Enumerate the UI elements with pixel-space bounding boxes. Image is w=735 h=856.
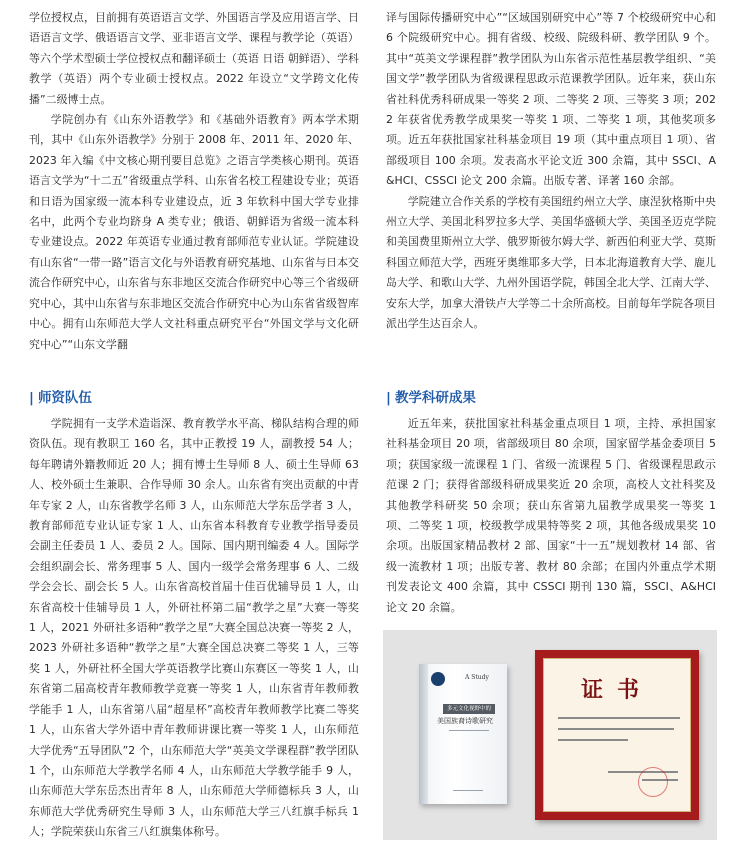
certificate-paper	[543, 658, 691, 812]
heading-bar-icon: |	[386, 390, 391, 406]
right-intro	[386, 8, 716, 335]
left-intro	[29, 8, 359, 355]
faculty-section	[29, 414, 359, 843]
left-intro-paragraph-2: 学院创办有《山东外语教学》和《基础外语教育》两本学术期刊，其中《山东外语教学》分别于 2008 年、2011 年、2020 年、2023 年入编《中文核心期刊要目总览》之语言学类核心期刊。英语语言文学为“十二五”省级重点学科、山东省名校工程建设专业；英语和日语为国家级一流本科专业建设点，近 3 年软科中国大学专业排名中，此两个专业均跻身 A 类专业；俄语、朝鲜语为省级一流本科专业建设点。2022 年英语专业通过教育部师范专业认证。学院建设有山东省“一带一路”语言文化与外语教育研究基地、山东省与日本交流合作研究中心，山东省与东非地区交流合作研究中心等三个省级研究中心，其中山东省与东非地区交流合作研究中心为山东省省级智库中心。拥有山东师范大学人文社科重点研究平台“外国文学与文化研究中心”“山东文学翻	[29, 113, 359, 351]
left-intro-paragraph-1: 学位授权点，目前拥有英语语言文学、外国语言学及应用语言学、日语语言文学、俄语语言文学、亚非语言文学、课程与教学论（英语）等六个学术型硕士学位授权点和翻译硕士（英语 日语 朝鲜语）、学科教学（英语）两个专业硕士授权点。2022 年设立“文学跨文化传播”二级博士点。	[29, 11, 359, 106]
right-intro-paragraph-2: 学院建立合作关系的学校有美国纽约州立大学、康涅狄格斯中央州立大学、美国北科罗拉多大学、美国华盛顿大学、美国圣迈克学院和美国费里斯州立大学、俄罗斯彼尔姆大学、新西伯利亚大学、莫斯科国立师范大学，西班牙奥维耶多大学，日本北海道教育大学、鹿儿岛大学、和歌山大学、九州外国语学院，韩国全北大学、江南大学、安东大学，加拿大滑铁卢大学等二十余所高校。目前每年学院各项目派出学生达百余人。	[386, 194, 716, 331]
book-spine	[419, 664, 428, 804]
book-emblem-icon	[431, 672, 445, 686]
certificate-image	[535, 650, 699, 820]
photo-panel	[383, 630, 717, 840]
book-publisher-rule	[453, 790, 483, 791]
research-heading	[386, 389, 476, 407]
research-paragraph: 近五年来，获批国家社科基金重点项目 1 项，主持、承担国家社科基金项目 20 项，省部级项目 80 余项，国家留学基金委项目 5 项；获国家级一流课程 1 门、省级一流课程 5 门、省级课程思政示范课 2 门；获得省部级科研成果奖近 20 余项，高校人文社科奖及其他教学科研奖 50 余项；获山东省第九届教学成果奖一等奖 1 项、二等奖 1 项，校级教学成果特等奖 2 项，其他各级成果奖 10 余项。出版国家精品教材 2 部、国家“十一五”规划教材 14 部、省级一流教材 1 项；出版专著、教材 80 余部；在国内外重点学术期刊发表论文 400 余篇，其中 CSSCI 期刊 130 篇，SSCI、A&HCI 论文 20 余篇。	[386, 417, 716, 614]
faculty-paragraph: 学院拥有一支学术造诣深、教育教学水平高、梯队结构合理的师资队伍。现有教职工 160 名，其中正教授 19 人，副教授 54 人；每年聘请外籍教师近 20 人；拥有博士生导师 8 人、硕士生导师 63 人、校外硕士生兼职、合作导师 30 余人。山东省有突出贡献的中青年专家 2 人，山东省教学名师 3 人，山东师范大学东岳学者 3 人，教育部师范专业认证专家 1 人、山东省本科教育专业教学指导委员会副主任委员 1 人、委员 2 人。国际、国内期刊编委 4 人。国际学会组织副会长、常务理事 5 人、国内一级学会常务理事 6 人、二级学会会长、副会长 5 人。山东省高校首届十佳百优辅导员 1 人，山东省高校十佳辅导员 1 人，外研社杯第二届“教学之星”大赛一等奖 1 人，2021 外研社多语种“教学之星”大赛全国总决赛一等奖 2 人，2023 外研社多语种“教学之星”大赛全国总决赛二等奖 1 人，三等奖 1 人，外研社杯全国大学英语教学比赛山东赛区一等奖 1 人，山东省第二届高校青年教师教学竞赛一等奖 1 人，山东省青年教师教学能手 1 人，山东省第八届“超星杯”高校青年教师教学比赛二等奖 1 人，山东省大学外语中青年教师讲课比赛一等奖 1 人，山东师范大学优秀“五导团队”2 个，山东师范大学“英美文学课程群”教学团队 1 个，山东师范大学教学名师 4 人，山东师范大学教学能手 9 人，山东师范大学东岳杰出青年 8 人，山东师范大学师德标兵 3 人，山东师范大学优秀研究生导师 3 人，山东师范大学三八红旗手标兵 1 人；学院荣获山东省三八红旗集体称号。	[29, 417, 359, 839]
research-section	[386, 414, 716, 618]
certificate-title: 证书	[580, 677, 653, 703]
research-heading-text: 教学科研成果	[394, 390, 476, 406]
book-english-title: A Study	[465, 674, 489, 681]
certificate-seal-icon	[638, 767, 668, 797]
certificate-body-lines	[558, 715, 684, 755]
right-intro-paragraph-1: 译与国际传播研究中心”“区域国别研究中心”等 7 个校级研究中心和 6 个院级研究中心。拥有省级、校级、院级科研、教学团队 9 个。其中“英美文学课程群”教学团队为山东省示范性基层教学组织、“美国文学”教学团队为省级课程思政示范课教学团队。近年来，获山东省社科优秀科研成果一等奖 2 项、二等奖 2 项、三等奖 3 项；2022 年获省优秀教学成果奖一等奖 1 项、二等奖 1 项，其他奖项多项。近五年获批国家社科基金项目 19 项（其中重点项目 1 项）、省部级项目 100 余项。发表高水平论文近 300 余篇，其中 SSCI、A&HCI、CSSCI 论文 200 余篇。出版专著、译著 160 余部。	[386, 11, 716, 188]
book-series-tag: 多元文化视野中的	[443, 704, 495, 714]
book-image	[419, 664, 507, 804]
faculty-heading-text: 师资队伍	[37, 390, 92, 406]
book-chinese-title: 美国族裔诗歌研究	[437, 717, 493, 725]
heading-bar-icon: |	[29, 390, 34, 406]
book-rule	[449, 730, 489, 731]
faculty-heading	[29, 389, 92, 407]
